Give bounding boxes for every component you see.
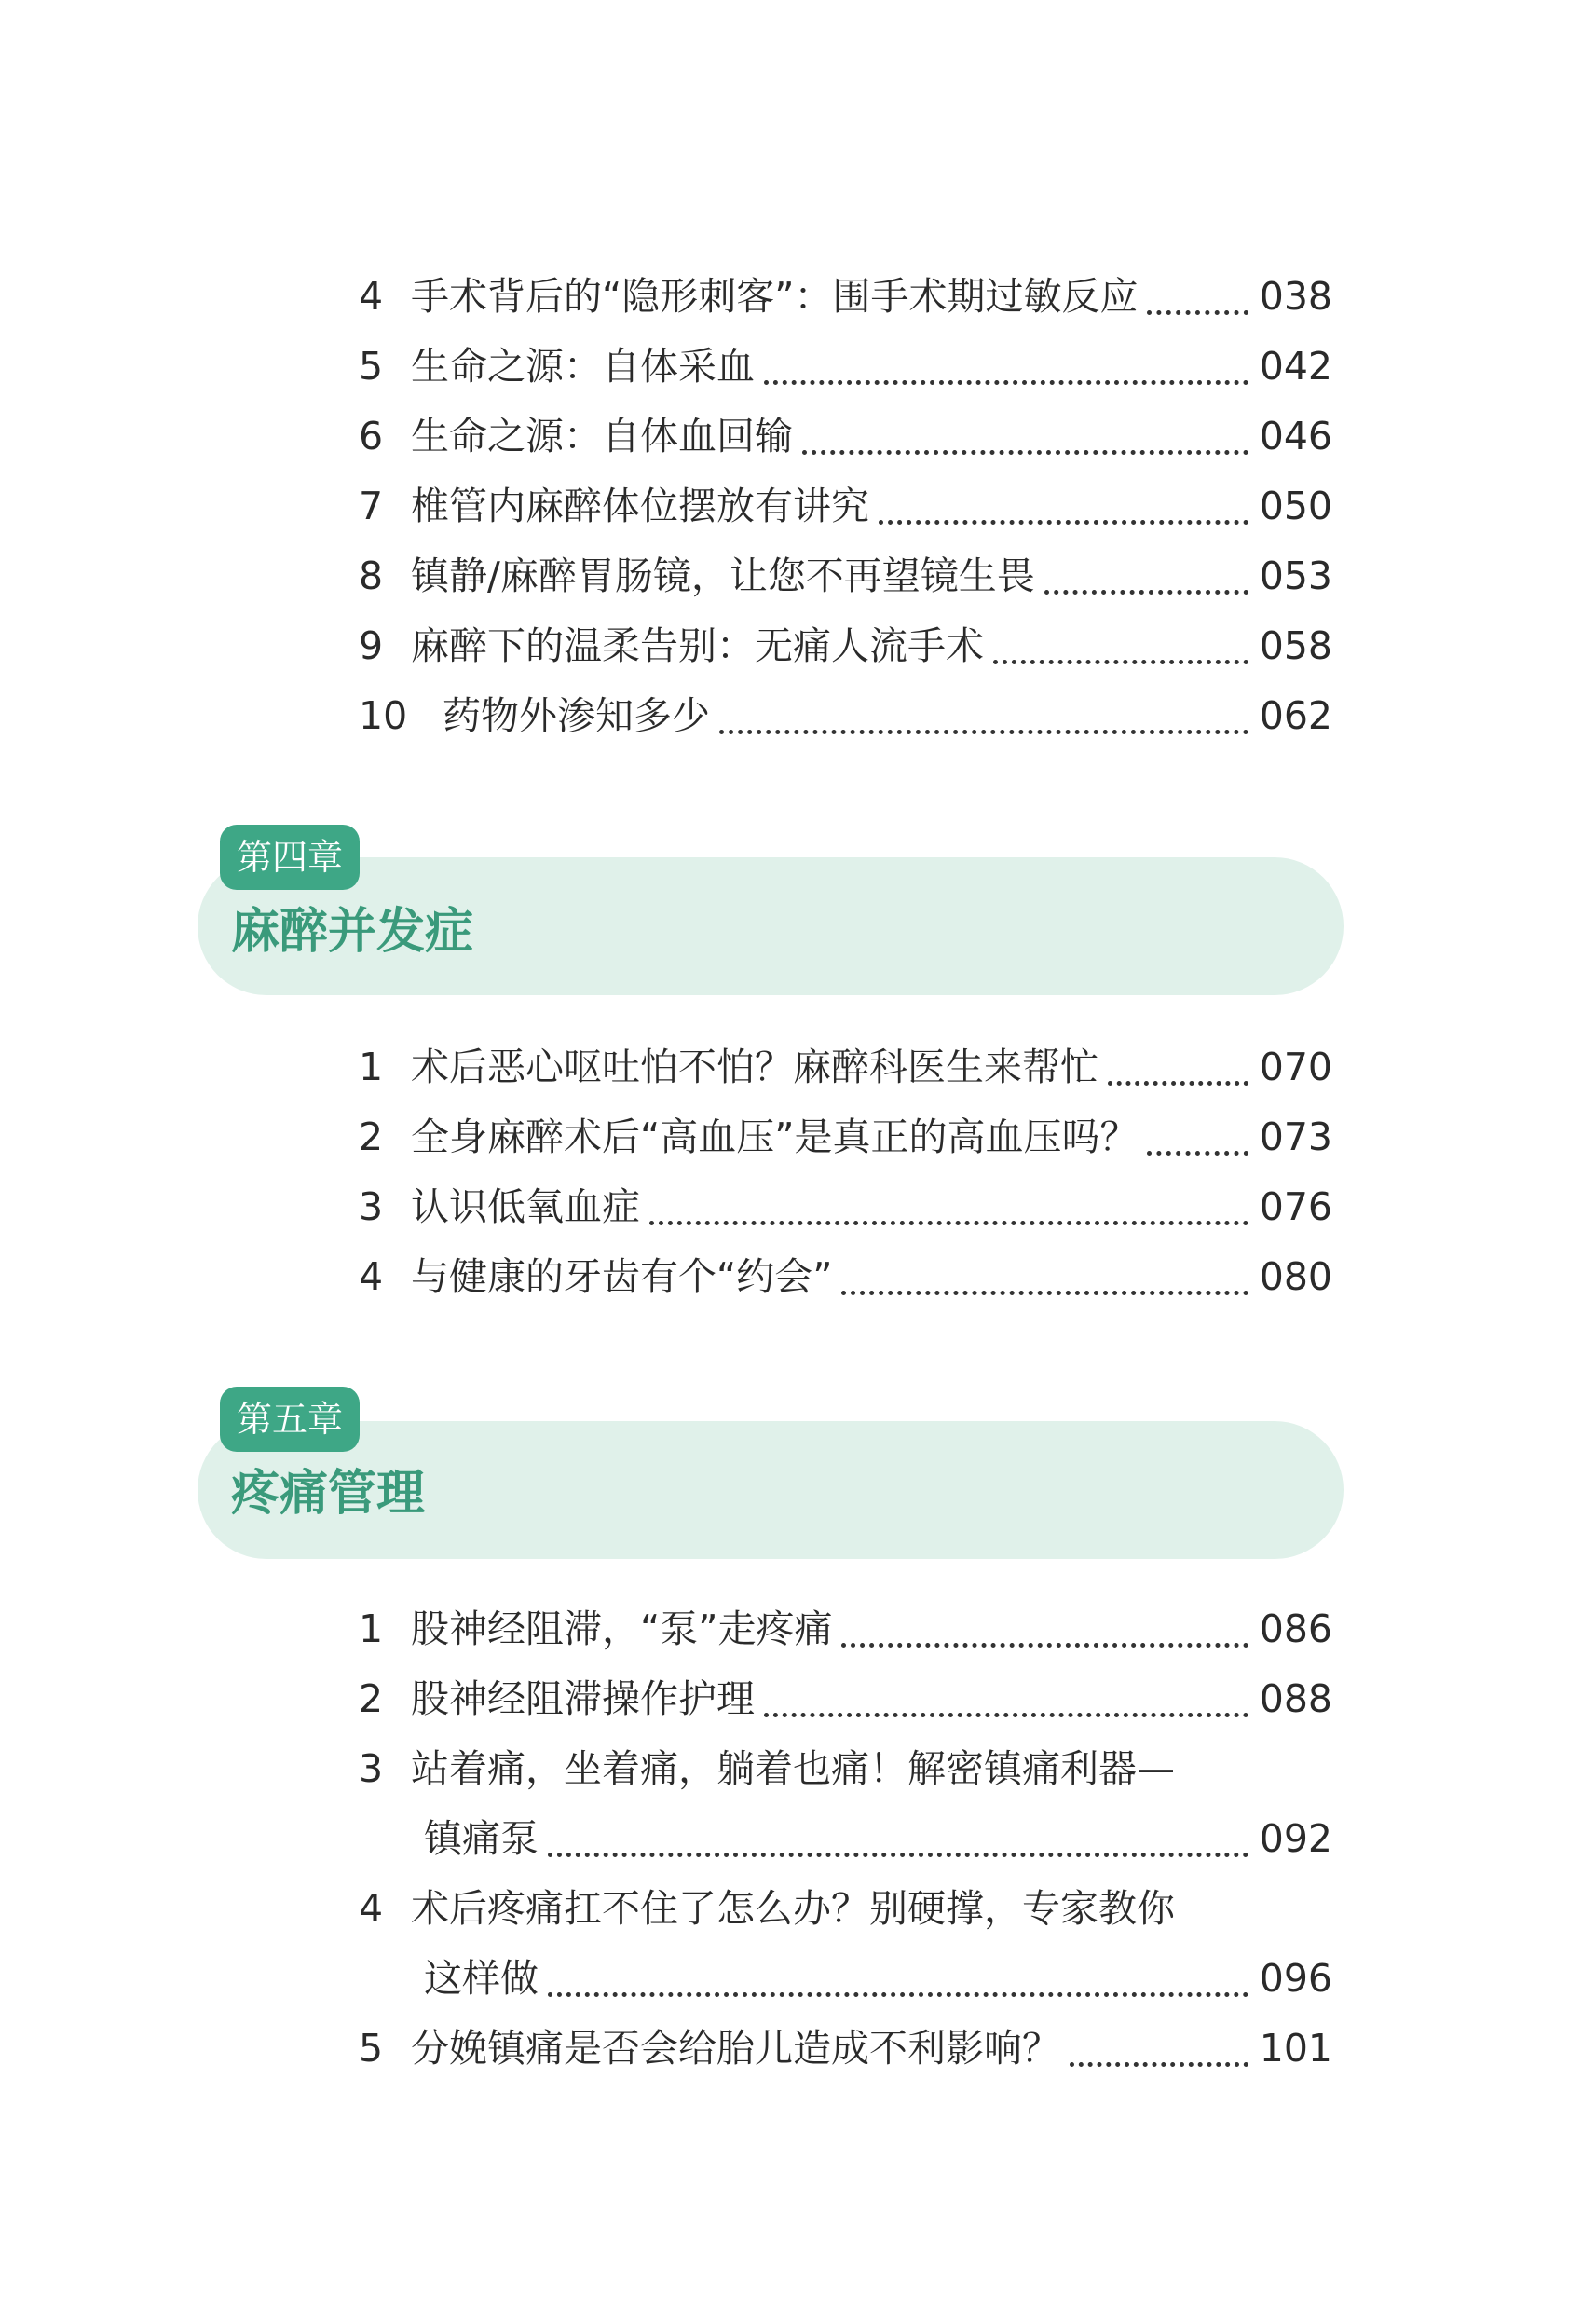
dot-leader — [841, 1606, 1248, 1648]
dot-leader — [1044, 553, 1248, 595]
toc-entry[interactable] — [359, 1880, 1332, 1936]
toc-entry[interactable] — [359, 1039, 1332, 1095]
toc-entry-number: 1 — [359, 1045, 384, 1089]
toc-entry-page: 070 — [1259, 1045, 1332, 1089]
toc-entry-continuation[interactable] — [424, 1950, 1332, 2006]
toc-entry-number: 10 — [359, 693, 408, 738]
toc-entry-page: 058 — [1259, 623, 1332, 668]
toc-entry-page: 050 — [1259, 484, 1332, 528]
toc-entry-number: 4 — [359, 274, 384, 319]
toc-entry-title: 术后恶心呕吐怕不怕？麻醉科医生来帮忙 — [411, 1045, 1098, 1089]
toc-entry[interactable] — [359, 1249, 1332, 1305]
toc-entry-number: 1 — [359, 1607, 384, 1651]
toc-entry-page: 088 — [1259, 1676, 1332, 1721]
dot-leader — [764, 1675, 1248, 1717]
toc-entry-page: 046 — [1259, 414, 1332, 458]
toc-entry-title: 股神经阻滞操作护理 — [411, 1676, 755, 1721]
toc-entry-number: 4 — [359, 1254, 384, 1299]
toc-entry-title: 与健康的牙齿有个“约会” — [411, 1254, 833, 1299]
toc-entry[interactable] — [359, 408, 1332, 464]
toc-entry-title: 药物外渗知多少 — [443, 693, 710, 738]
toc-entry-number: 3 — [359, 1746, 384, 1791]
dot-leader — [649, 1183, 1248, 1225]
dot-leader — [879, 483, 1248, 525]
dot-leader — [764, 343, 1248, 385]
toc-entry-title: 麻醉下的温柔告别：无痛人流手术 — [411, 623, 984, 668]
dot-leader — [548, 1815, 1248, 1857]
toc-entry-title: 全身麻醉术后“高血压”是真正的高血压吗？ — [411, 1114, 1139, 1159]
toc-entry[interactable] — [359, 2020, 1332, 2076]
toc-entry-number: 2 — [359, 1114, 384, 1159]
toc-entry-number: 6 — [359, 414, 384, 458]
toc-entry-page: 042 — [1259, 344, 1332, 389]
toc-entry-number: 4 — [359, 1886, 384, 1931]
toc-entry-number: 7 — [359, 484, 384, 528]
toc-entry[interactable] — [359, 268, 1332, 324]
toc-entry-page: 076 — [1259, 1184, 1332, 1229]
toc-entry-continuation[interactable] — [424, 1811, 1332, 1867]
toc-entry[interactable] — [359, 1671, 1332, 1727]
chapter-tag: 第四章 — [220, 825, 360, 890]
toc-entry[interactable] — [359, 1179, 1332, 1235]
toc-entry-number: 8 — [359, 554, 384, 598]
toc-entry-title: 术后疼痛扛不住了怎么办？别硬撑，专家教你 — [411, 1886, 1175, 1931]
dot-leader — [1108, 1044, 1248, 1086]
toc-entry-title: 站着痛，坐着痛，躺着也痛！解密镇痛利器— — [411, 1746, 1175, 1791]
dot-leader — [841, 1253, 1248, 1295]
toc-entry-title: 椎管内麻醉体位摆放有讲究 — [411, 484, 869, 528]
toc-entry[interactable] — [359, 1741, 1332, 1797]
toc-entry-title: 认识低氧血症 — [411, 1184, 640, 1229]
toc-entry-page: 062 — [1259, 693, 1332, 738]
toc-entry-page: 053 — [1259, 554, 1332, 598]
toc-entry-title: 手术背后的“隐形刺客”：围手术期过敏反应 — [411, 274, 1139, 319]
chapter-tag: 第五章 — [220, 1387, 360, 1452]
dot-leader — [1147, 273, 1248, 315]
toc-entry-title: 分娩镇痛是否会给胎儿造成不利影响？ — [411, 2026, 1060, 2071]
toc-entry-title: 生命之源：自体血回输 — [411, 414, 793, 458]
toc-entry-title: 镇静/麻醉胃肠镜，让您不再望镜生畏 — [411, 554, 1035, 598]
toc-entry-number: 3 — [359, 1184, 384, 1229]
toc-entry-title-cont: 镇痛泵 — [424, 1816, 539, 1861]
dot-leader — [802, 413, 1248, 455]
toc-entry-page: 080 — [1259, 1254, 1332, 1299]
dot-leader — [548, 1955, 1248, 1997]
toc-entry-number: 2 — [359, 1676, 384, 1721]
toc-entry[interactable] — [359, 548, 1332, 604]
toc-entry-title: 生命之源：自体采血 — [411, 344, 755, 389]
toc-entry[interactable] — [359, 478, 1332, 534]
toc-entry-page: 096 — [1259, 1956, 1332, 2001]
chapter-title: 麻醉并发症 — [231, 904, 474, 960]
toc-entry[interactable] — [359, 338, 1332, 394]
toc-entry[interactable] — [359, 1109, 1332, 1165]
dot-leader — [1147, 1114, 1248, 1156]
dot-leader — [719, 692, 1248, 734]
dot-leader — [1070, 2025, 1248, 2067]
toc-entry-number: 9 — [359, 623, 384, 668]
toc-entry-title: 股神经阻滞，“泵”走疼痛 — [411, 1607, 833, 1651]
toc-entry-title-cont: 这样做 — [424, 1956, 539, 2001]
chapter-title: 疼痛管理 — [231, 1466, 426, 1522]
toc-entry-number: 5 — [359, 344, 384, 389]
toc-entry[interactable] — [359, 1601, 1332, 1657]
toc-entry[interactable] — [359, 688, 1332, 744]
toc-entry-page: 086 — [1259, 1607, 1332, 1651]
toc-entry-page: 073 — [1259, 1114, 1332, 1159]
toc-entry-number: 5 — [359, 2026, 384, 2071]
toc-entry-page: 092 — [1259, 1816, 1332, 1861]
toc-entry-page: 038 — [1259, 274, 1332, 319]
dot-leader — [993, 622, 1248, 664]
toc-entry[interactable] — [359, 618, 1332, 674]
toc-entry-page: 101 — [1259, 2026, 1332, 2071]
